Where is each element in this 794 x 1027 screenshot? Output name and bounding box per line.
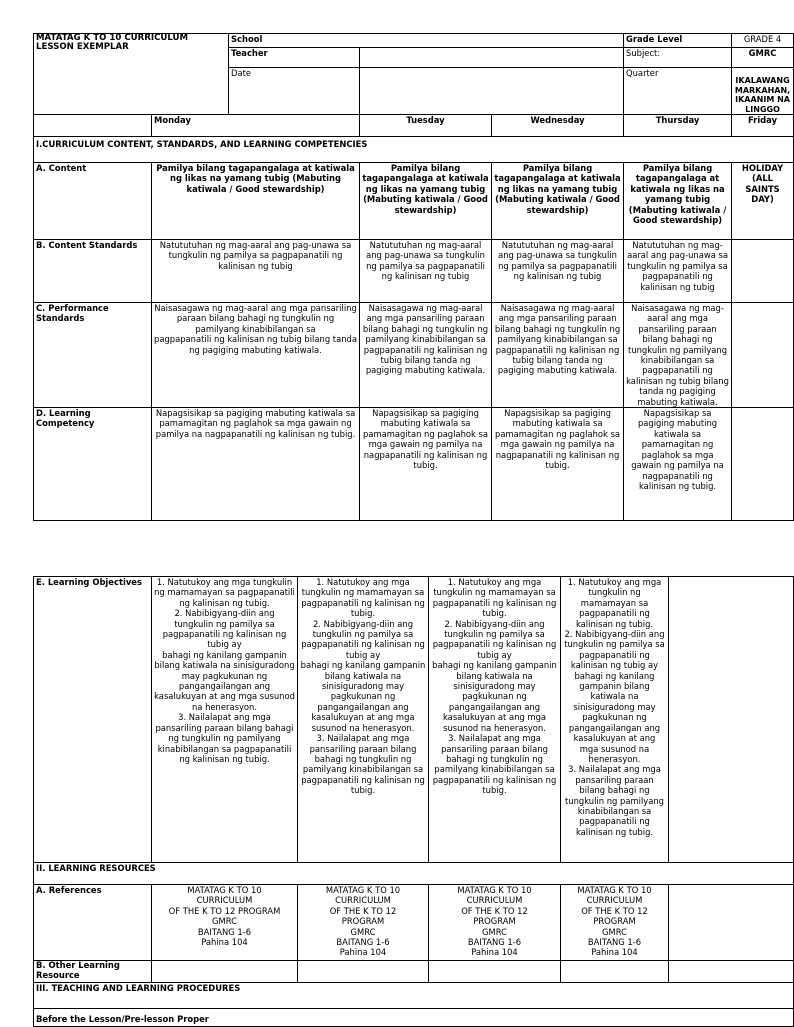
other-resources-monday	[152, 961, 298, 983]
school-label: School	[229, 34, 624, 48]
section-2-title: II. LEARNING RESOURCES	[34, 863, 794, 885]
learning-objectives-wednesday: 1. Natutukoy ang mga tungkulin ng mamamayan sa pagpapanatili ng kalinisan ng tubig. 2. Nabibigyang-diin ang tungkulin ng pamilya sa pagpapanatili ng kalinisan ng tubig ay bahagi ng kanilang gampanin bilang katiwala na sinisiguradong may pagkukunan ng pangangailangan ang kasalukuyan at ang mga susunod na henerasyon. 3. Nailalapat ang mga pansariling paraan bilang bahagi ng tungkulin ng pamilyang kinabibilangan sa pagpapanatili ng kalinisan ng tubig.	[429, 577, 561, 863]
learning-competency-wednesday: Napagsisikap sa pagiging mabuting katiwala sa pamamagitan ng paglahok sa mga gawain ng pamilya na nagpapanatili ng kalinisan ng tubig.	[492, 408, 624, 521]
learning-objectives-thursday: 1. Natutukoy ang mga tungkulin ng mamamayan sa pagpapanatili ng kalinisan ng tubig. 2. Nabibigyang-diin ang tungkulin ng pamilya sa pagpapanatili ng kalinisan ng tubig ay bahagi ng kanilang gampanin bilang katiwala na sinisiguradong may pagkukunan ng pangangailangan ang kasalukuyan at ang mga susunod na henerasyon. 3. Nailalapat ang mga pansariling paraan bilang bahagi ng tungkulin ng pamilyang kinabibilangan sa pagpapanatili ng kalinisan ng tubig.	[561, 577, 669, 863]
grade-level-label: Grade Level	[624, 34, 732, 48]
section-3-title: III. TEACHING AND LEARNING PROCEDURES	[34, 983, 794, 1009]
content-tuesday: Pamilya bilang tagapangalaga at katiwala ng likas na yamang tubig (Mabuting katiwala / Good stewardship)	[360, 163, 492, 240]
lesson-exemplar-table-bottom	[33, 576, 794, 1027]
content-monday: Pamilya bilang tagapangalaga at katiwala ng likas na yamang tubig (Mabuting katiwala / Good stewardship)	[152, 163, 360, 240]
learning-objectives-monday: 1. Natutukoy ang mga tungkulin ng mamamayan sa pagpapanatili ng kalinisan ng tubig. 2. Nabibigyang-diin ang tungkulin ng pamilya sa pagpapanatili ng kalinisan ng tubig ay bahagi ng kanilang gampanin bilang katiwala na sinisiguradong may pagkukunan ng pangangailangan ang kasalukuyan at ang mga susunod na henerasyon. 3. Nailalapat ang mga pansariling paraan bilang bahagi ng tungkulin ng pamilyang kinabibilangan sa pagpapanatili ng kalinisan ng tubig.	[152, 577, 298, 863]
row-label-references: A. References	[34, 885, 152, 961]
row-label-other-resources: B. Other Learning Resource	[34, 961, 152, 983]
references-wednesday: MATATAG K TO 10 CURRICULUM OF THE K TO 12 PROGRAM GMRC BAITANG 1-6 Pahina 104	[429, 885, 561, 961]
learning-competency-thursday: Napagsisikap sa pagiging mabuting katiwala sa pamamagitan ng paglahok sa mga gawain ng pamilya na nagpapanatili ng kalinisan ng tubig.	[624, 408, 732, 521]
content-standards-wednesday: Natututuhan ng mag-aaral ang pag-unawa sa tungkulin ng pamilya sa pagpapanatili ng kalinisan ng tubig	[492, 240, 624, 303]
references-thursday: MATATAG K TO 10 CURRICULUM OF THE K TO 12 PROGRAM GMRC BAITANG 1-6 Pahina 104	[561, 885, 669, 961]
row-label-content: A. Content	[34, 163, 152, 240]
day-header-blank	[34, 115, 152, 137]
day-header-wednesday: Wednesday	[492, 115, 624, 137]
day-header-monday: Monday	[152, 115, 360, 137]
content-standards-thursday: Natututuhan ng mag-aaral ang pag-unawa sa tungkulin ng pamilya sa pagpapanatili ng kalinisan ng tubig	[624, 240, 732, 303]
performance-standards-monday: Naisasagawa ng mag-aaral ang mga pansariling paraan bilang bahagi ng tungkulin ng pamilyang kinabibilangan sa pagpapanatili ng kalinisan ng tubig bilang tanda ng pagiging mabuting katiwala.	[152, 303, 360, 408]
teacher-value	[360, 48, 624, 68]
row-label-performance-standards: C. Performance Standards	[34, 303, 152, 408]
performance-standards-friday	[732, 303, 794, 408]
date-value	[360, 68, 624, 115]
learning-objectives-tuesday: 1. Natutukoy ang mga tungkulin ng mamamayan sa pagpapanatili ng kalinisan ng tubig. 2. Nabibigyang-diin ang tungkulin ng pamilya sa pagpapanatili ng kalinisan ng tubig ay bahagi ng kanilang gampanin bilang katiwala na sinisiguradong may pagkukunan ng pangangailangan ang kasalukuyan at ang mga susunod na henerasyon. 3. Nailalapat ang mga pansariling paraan bilang bahagi ng tungkulin ng pamilyang kinabibilangan sa pagpapanatili ng kalinisan ng tubig.	[298, 577, 429, 863]
quarter-label: Quarter	[624, 68, 732, 115]
learning-competency-monday: Napagsisikap sa pagiging mabuting katiwala sa pamamagitan ng paglahok sa mga gawain ng pamilya na nagpapanatili ng kalinisan ng tubig.	[152, 408, 360, 521]
day-header-friday: Friday	[732, 115, 794, 137]
date-label: Date	[229, 68, 360, 115]
content-thursday: Pamilya bilang tagapangalaga at katiwala ng likas na yamang tubig (Mabuting katiwala / Good stewardship)	[624, 163, 732, 240]
quarter-value: IKALAWANG MARKAHAN, IKAANIM NA LINGGO	[732, 68, 794, 115]
section-1-title: I.CURRICULUM CONTENT, STANDARDS, AND LEARNING COMPETENCIES	[34, 137, 794, 163]
other-resources-thursday	[561, 961, 669, 983]
before-lesson-heading: Before the Lesson/Pre-lesson Proper	[34, 1009, 794, 1027]
content-standards-monday: Natututuhan ng mag-aaral ang pag-unawa sa tungkulin ng pamilya sa pagpapanatili ng kalinisan ng tubig	[152, 240, 360, 303]
grade-level-value: GRADE 4	[732, 34, 794, 48]
learning-objectives-friday	[669, 577, 794, 863]
subject-value: GMRC	[732, 48, 794, 68]
lesson-exemplar-table-top	[33, 33, 794, 521]
references-tuesday: MATATAG K TO 10 CURRICULUM OF THE K TO 12 PROGRAM GMRC BAITANG 1-6 Pahina 104	[298, 885, 429, 961]
references-friday	[669, 885, 794, 961]
teacher-label: Teacher	[229, 48, 360, 68]
learning-competency-tuesday: Napagsisikap sa pagiging mabuting katiwala sa pamamagitan ng paglahok sa mga gawain ng pamilya na nagpapanatili ng kalinisan ng tubig.	[360, 408, 492, 521]
row-label-content-standards: B. Content Standards	[34, 240, 152, 303]
day-header-thursday: Thursday	[624, 115, 732, 137]
content-standards-tuesday: Natututuhan ng mag-aaral ang pag-unawa sa tungkulin ng pamilya sa pagpapanatili ng kalinisan ng tubig	[360, 240, 492, 303]
learning-competency-friday	[732, 408, 794, 521]
day-header-tuesday: Tuesday	[360, 115, 492, 137]
other-resources-tuesday	[298, 961, 429, 983]
subject-label: Subject:	[624, 48, 732, 68]
content-wednesday: Pamilya bilang tagapangalaga at katiwala ng likas na yamang tubig (Mabuting katiwala / Good stewardship)	[492, 163, 624, 240]
row-label-learning-competency: D. Learning Competency	[34, 408, 152, 521]
content-standards-friday	[732, 240, 794, 303]
other-resources-wednesday	[429, 961, 561, 983]
performance-standards-thursday: Naisasagawa ng mag-aaral ang mga pansariling paraan bilang bahagi ng tungkulin ng pamilyang kinabibilangan sa pagpapanatili ng kalinisan ng tubig bilang tanda ng pagiging mabuting katiwala.	[624, 303, 732, 408]
performance-standards-tuesday: Naisasagawa ng mag-aaral ang mga pansariling paraan bilang bahagi ng tungkulin ng pamilyang kinabibilangan sa pagpapanatili ng kalinisan ng tubig bilang tanda ng pagiging mabuting katiwala.	[360, 303, 492, 408]
content-friday: HOLIDAY (ALL SAINTS DAY)	[732, 163, 794, 240]
performance-standards-wednesday: Naisasagawa ng mag-aaral ang mga pansariling paraan bilang bahagi ng tungkulin ng pamilyang kinabibilangan sa pagpapanatili ng kalinisan ng tubig bilang tanda ng pagiging mabuting katiwala.	[492, 303, 624, 408]
row-label-learning-objectives: E. Learning Objectives	[34, 577, 152, 863]
references-monday: MATATAG K TO 10 CURRICULUM OF THE K TO 12 PROGRAM GMRC BAITANG 1-6 Pahina 104	[152, 885, 298, 961]
other-resources-friday	[669, 961, 794, 983]
exemplar-title: MATATAG K TO 10 CURRICULUM LESSON EXEMPLAR	[34, 34, 229, 115]
